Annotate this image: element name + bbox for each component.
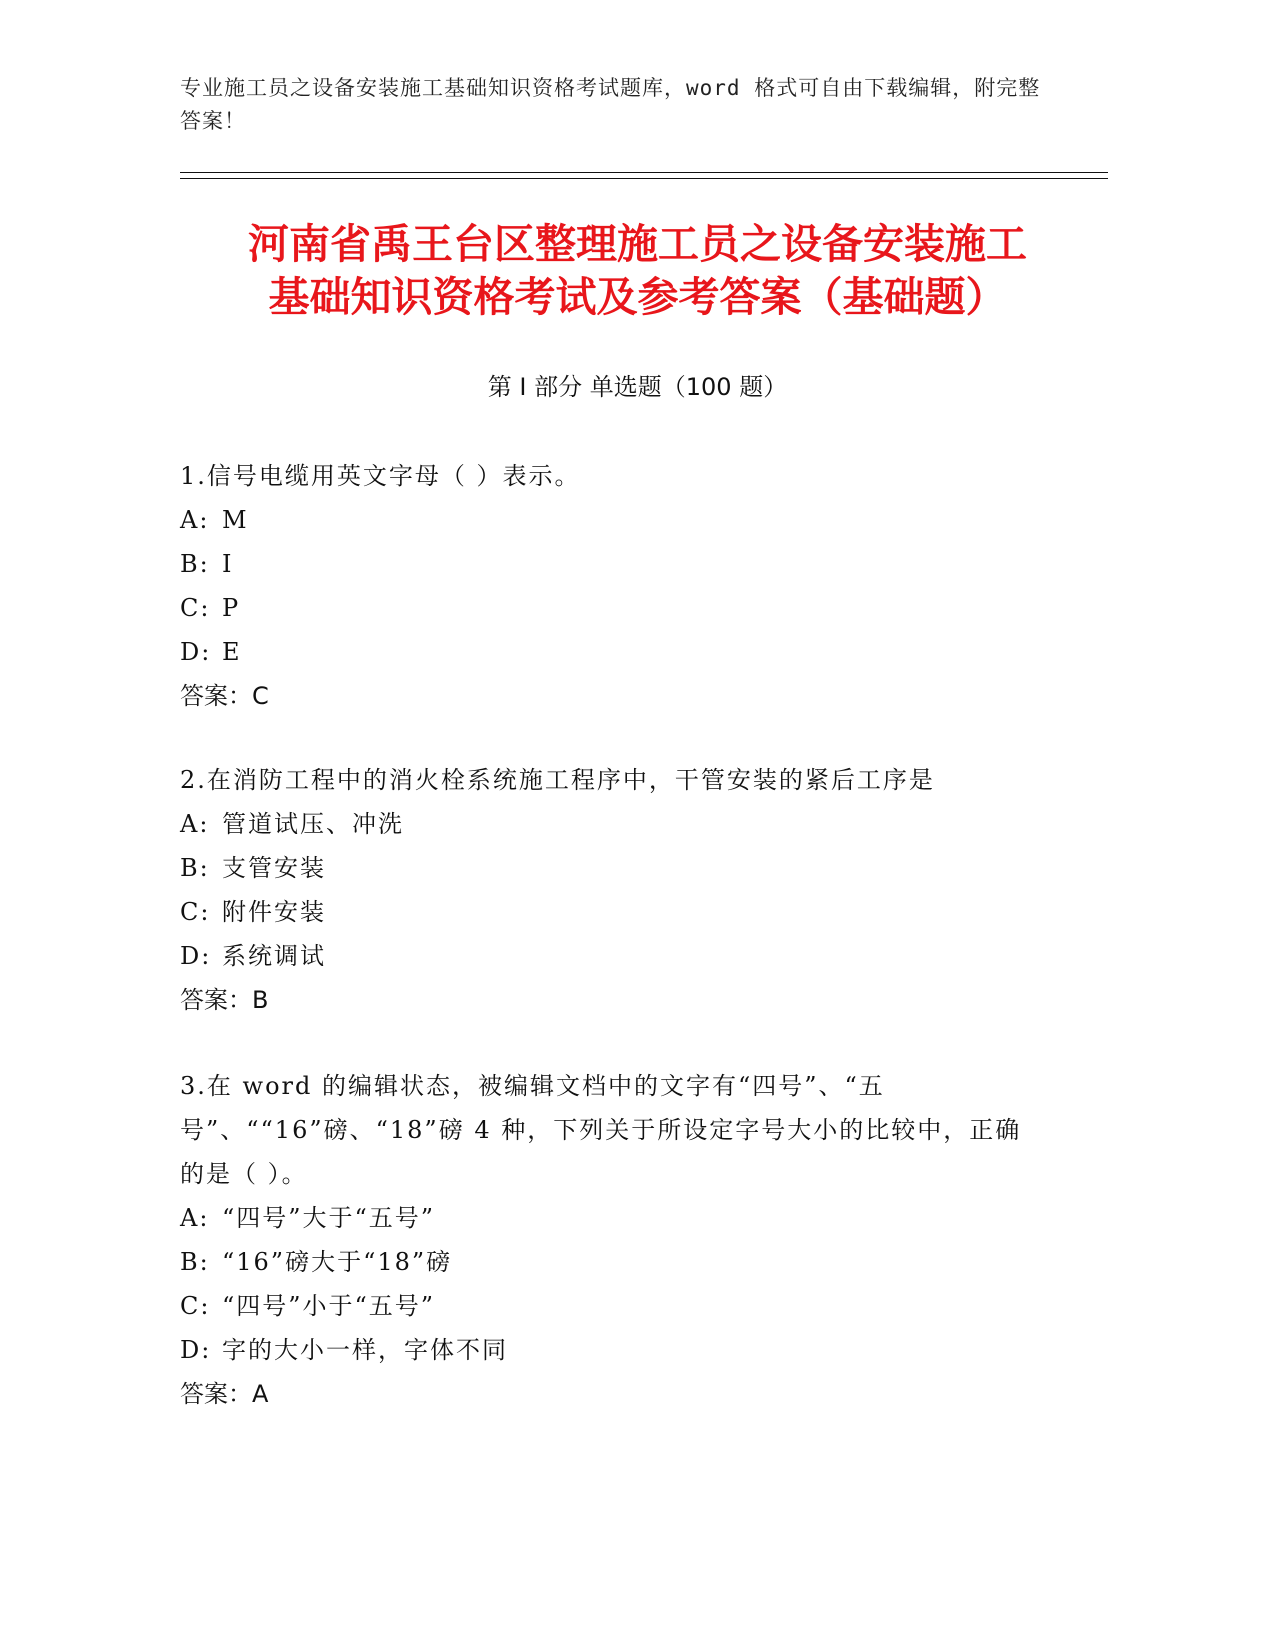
option-key: D: — [180, 942, 212, 970]
option-b — [180, 542, 1040, 586]
option-key: C: — [180, 898, 211, 926]
option-key: D: — [180, 638, 212, 666]
option-b — [180, 846, 1040, 890]
option-text: 系统调试 — [222, 942, 326, 970]
document-title-line-2: 基础知识资格考试及参考答案（基础题） — [268, 273, 1007, 321]
option-key: B: — [180, 1248, 210, 1276]
option-key: D: — [180, 1336, 212, 1364]
answer: 答案：C — [180, 682, 269, 710]
option-key: C: — [180, 1292, 211, 1320]
option-c — [180, 890, 1040, 934]
option-key: C: — [180, 594, 211, 622]
question-3 — [180, 1064, 1040, 1416]
option-a — [180, 498, 1040, 542]
answer: 答案：A — [180, 1380, 269, 1408]
option-key: A: — [180, 1204, 210, 1232]
header-divider-top — [180, 172, 1108, 173]
option-d — [180, 630, 1040, 674]
option-text: “四号”大于“五号” — [222, 1204, 436, 1232]
option-d — [180, 934, 1040, 978]
question-stem: 1.信号电缆用英文字母（ ）表示。 — [180, 462, 581, 490]
option-d — [180, 1328, 1040, 1372]
option-key: A: — [180, 506, 210, 534]
option-text: 字的大小一样，字体不同 — [222, 1336, 508, 1364]
option-b — [180, 1240, 1040, 1284]
option-key: B: — [180, 550, 210, 578]
option-key: A: — [180, 810, 210, 838]
option-text: E — [222, 638, 242, 666]
option-text: 管道试压、冲洗 — [222, 810, 404, 838]
option-c — [180, 586, 1040, 630]
option-key: B: — [180, 854, 210, 882]
document-title — [150, 218, 1125, 324]
option-text: 附件安装 — [222, 898, 326, 926]
option-text: P — [222, 594, 241, 622]
header-divider-bottom — [180, 178, 1108, 179]
header-note: 专业施工员之设备安装施工基础知识资格考试题库，word 格式可自由下载编辑，附完整答案！ — [180, 76, 1041, 133]
option-text: M — [222, 506, 249, 534]
document-title-line-1: 河南省禹王台区整理施工员之设备安装施工 — [248, 220, 1027, 268]
option-a — [180, 802, 1040, 846]
section-title: 第 I 部分 单选题（100 题） — [487, 373, 788, 401]
question-stem: 3.在 word 的编辑状态，被编辑文档中的文字有“四号”、“五号”、““16”磅、“18”磅 4 种，下列关于所设定字号大小的比较中，正确的是（ ）。 — [180, 1072, 1022, 1188]
option-text: 支管安装 — [222, 854, 326, 882]
option-a — [180, 1196, 1040, 1240]
option-text: “16”磅大于“18”磅 — [222, 1248, 453, 1276]
question-2 — [180, 758, 1040, 1022]
option-c — [180, 1284, 1040, 1328]
option-text: “四号”小于“五号” — [222, 1292, 436, 1320]
answer: 答案：B — [180, 986, 269, 1014]
option-text: I — [222, 550, 234, 578]
question-1 — [180, 454, 1040, 718]
question-stem: 2.在消防工程中的消火栓系统施工程序中，干管安装的紧后工序是 — [180, 766, 935, 794]
